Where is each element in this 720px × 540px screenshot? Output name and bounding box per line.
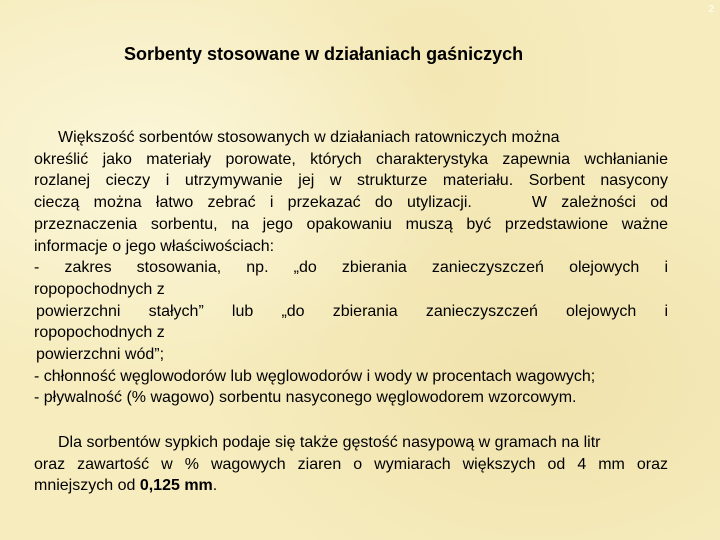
list-item-line: - pływalność (% wagowo) sorbentu nasyconego węglowodorem wzorcowym. — [34, 389, 577, 407]
text-line: przeznaczenia sorbentu, na jego opakowaniu muszą być przedstawione ważne — [34, 215, 668, 233]
text-line: informacje o jego właściwościach: — [34, 237, 275, 255]
list-item-line: ropopochodnych z — [34, 324, 165, 342]
slide-number: 2 — [708, 4, 714, 15]
text-line: Większość sorbentów stosowanych w działaniach ratowniczych można — [58, 129, 560, 146]
list-item-line: - chłonność węglowodorów lub węglowodorów i wody w procentach wagowych; — [34, 367, 596, 385]
text-line: określić jako materiały porowate, których charakterystyka zapewnia wchłanianie — [34, 150, 668, 168]
text-segment: . — [212, 477, 218, 495]
list-item-line: powierzchni wód”; — [36, 346, 165, 364]
text-line: rozlanej cieczy i utrzymywanie jej w strukturze materiału. Sorbent nasycony — [34, 172, 668, 190]
text-segment: mniejszych od — [34, 477, 140, 495]
value-bold: 0,125 mm — [139, 477, 213, 495]
text-segment: cieczą można łatwo zebrać i przekazać do utylizacji. — [34, 194, 472, 212]
paragraph-sorbent-info — [34, 127, 668, 409]
list-item-line: powierzchni stałych” lub „do zbierania zanieczyszczeń olejowych i — [36, 302, 668, 320]
list-item-line: ropopochodnych z — [34, 280, 165, 298]
text-line: oraz zawartość w % wagowych ziaren o wymiarach większych od 4 mm oraz — [34, 455, 668, 473]
slide-title: Sorbenty stosowane w działaniach gaśniczych — [124, 44, 524, 64]
paragraph-bulk-density — [34, 432, 668, 497]
text-segment: W zależności od — [531, 194, 668, 212]
list-item-line: - zakres stosowania, np. „do zbierania zanieczyszczeń olejowych i — [34, 259, 668, 277]
text-line: Dla sorbentów sypkich podaje się także gęstość nasypową w gramach na litr — [58, 434, 601, 451]
text-line — [34, 475, 668, 497]
text-line — [34, 192, 668, 214]
